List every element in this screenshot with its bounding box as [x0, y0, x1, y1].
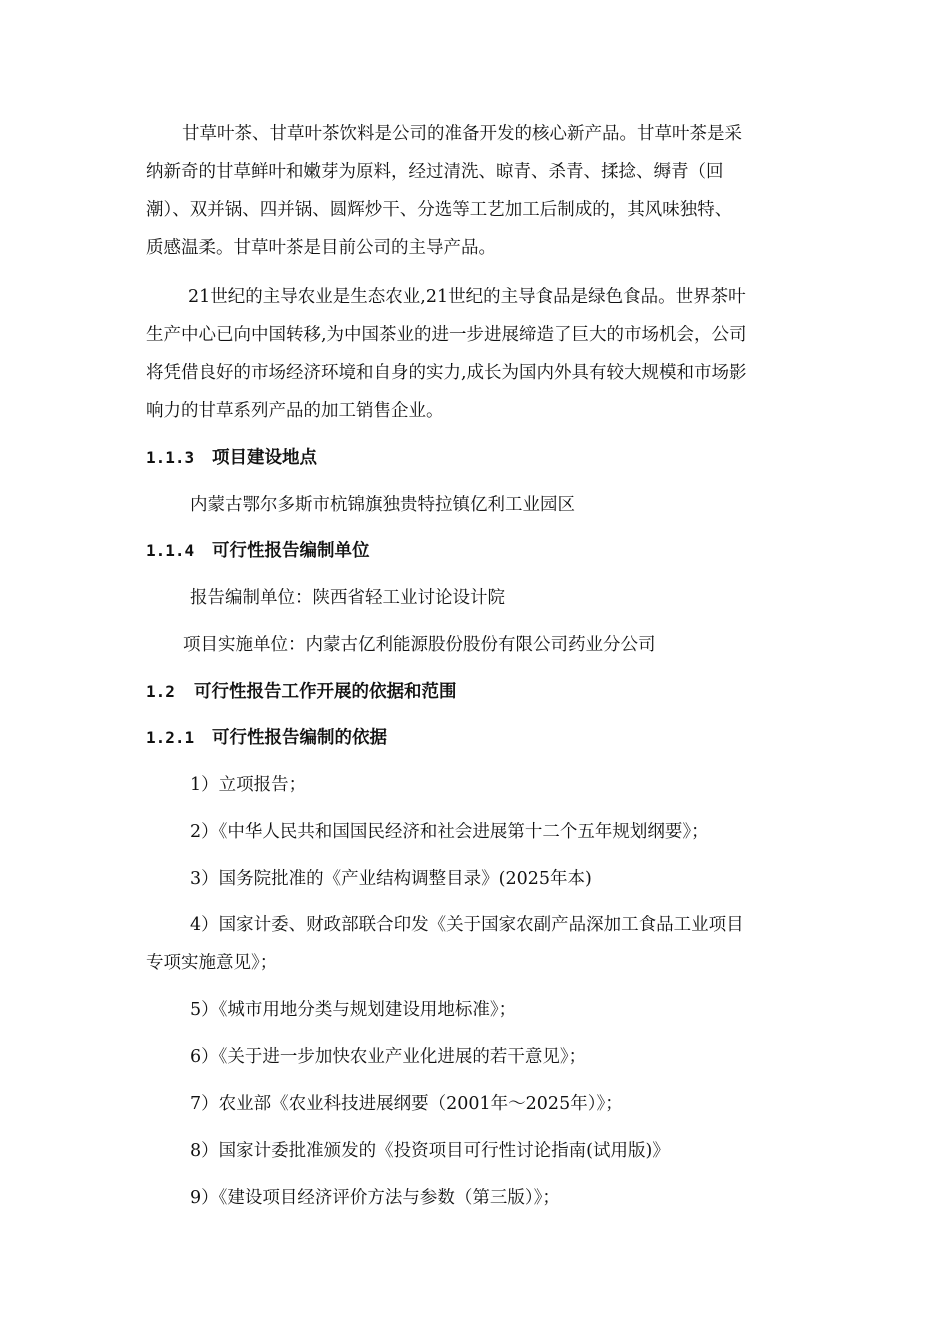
- section-title: 可行性报告编制单位: [212, 541, 370, 561]
- section-title: 可行性报告编制的依据: [212, 728, 387, 748]
- list-item: 8）国家计委批准颁发的《投资项目可行性讨论指南(试用版)》: [190, 1141, 670, 1161]
- section-number: 1.2.1: [146, 728, 195, 747]
- list-item: 专项实施意见》；: [146, 953, 278, 973]
- section-heading-1-2: [146, 675, 457, 709]
- paragraph-line: 响力的甘草系列产品的加工销售企业。: [146, 401, 444, 421]
- list-item: 4）国家计委、财政部联合印发《关于国家农副产品深加工食品工业项目: [190, 915, 744, 935]
- list-item: 9）《建设项目经济评价方法与参数（第三版）》；: [190, 1188, 560, 1208]
- list-item: 5）《城市用地分类与规划建设用地标准》；: [190, 1000, 517, 1020]
- paragraph-line: 21世纪的主导农业是生态农业,21世纪的主导食品是绿色食品。世界茶叶: [188, 287, 746, 307]
- list-item: 3）国务院批准的《产业结构调整目录》(2025年本): [190, 869, 592, 889]
- report-unit-text: 报告编制单位：陕西省轻工业讨论设计院: [190, 588, 505, 608]
- section-heading-1-1-4: [146, 534, 370, 568]
- paragraph-line: 将凭借良好的市场经济环境和自身的实力,成长为国内外具有较大规模和市场影: [146, 363, 747, 383]
- paragraph-line: 生产中心已向中国转移,为中国茶业的进一步进展缔造了巨大的市场机会，公司: [146, 325, 747, 345]
- list-item: 6）《关于进一步加快农业产业化进展的若干意见》；: [190, 1047, 587, 1067]
- section-heading-1-2-1: [146, 721, 387, 755]
- section-number: 1.1.3: [146, 448, 195, 467]
- section-number: 1.1.4: [146, 541, 195, 560]
- section-number: 1.2: [146, 682, 175, 701]
- section-title: 项目建设地点: [212, 448, 317, 468]
- paragraph-line: 潮）、双并锅、四并锅、圆辉炒干、分选等工艺加工后制成的，其风味独特、: [146, 200, 733, 220]
- paragraph-line: 甘草叶茶、甘草叶茶饮料是公司的准备开发的核心新产品。甘草叶茶是采: [182, 124, 742, 144]
- list-item: 1）立项报告；: [190, 775, 307, 795]
- impl-unit-text: 项目实施单位：内蒙古亿利能源股份股份有限公司药业分公司: [183, 635, 656, 655]
- list-item: 7）农业部《农业科技进展纲要（2001年～2025年）》；: [190, 1094, 623, 1114]
- paragraph-line: 纳新奇的甘草鲜叶和嫩芽为原料，经过清洗、晾青、杀青、揉捻、缛青（回: [146, 162, 724, 182]
- paragraph-line: 质感温柔。甘草叶茶是目前公司的主导产品。: [146, 238, 496, 258]
- list-item: 2）《中华人民共和国国民经济和社会进展第十二个五年规划纲要》；: [190, 822, 709, 842]
- location-text: 内蒙古鄂尔多斯市杭锦旗独贵特拉镇亿利工业园区: [190, 495, 575, 515]
- section-heading-1-1-3: [146, 441, 317, 475]
- section-title: 可行性报告工作开展的依据和范围: [194, 682, 457, 702]
